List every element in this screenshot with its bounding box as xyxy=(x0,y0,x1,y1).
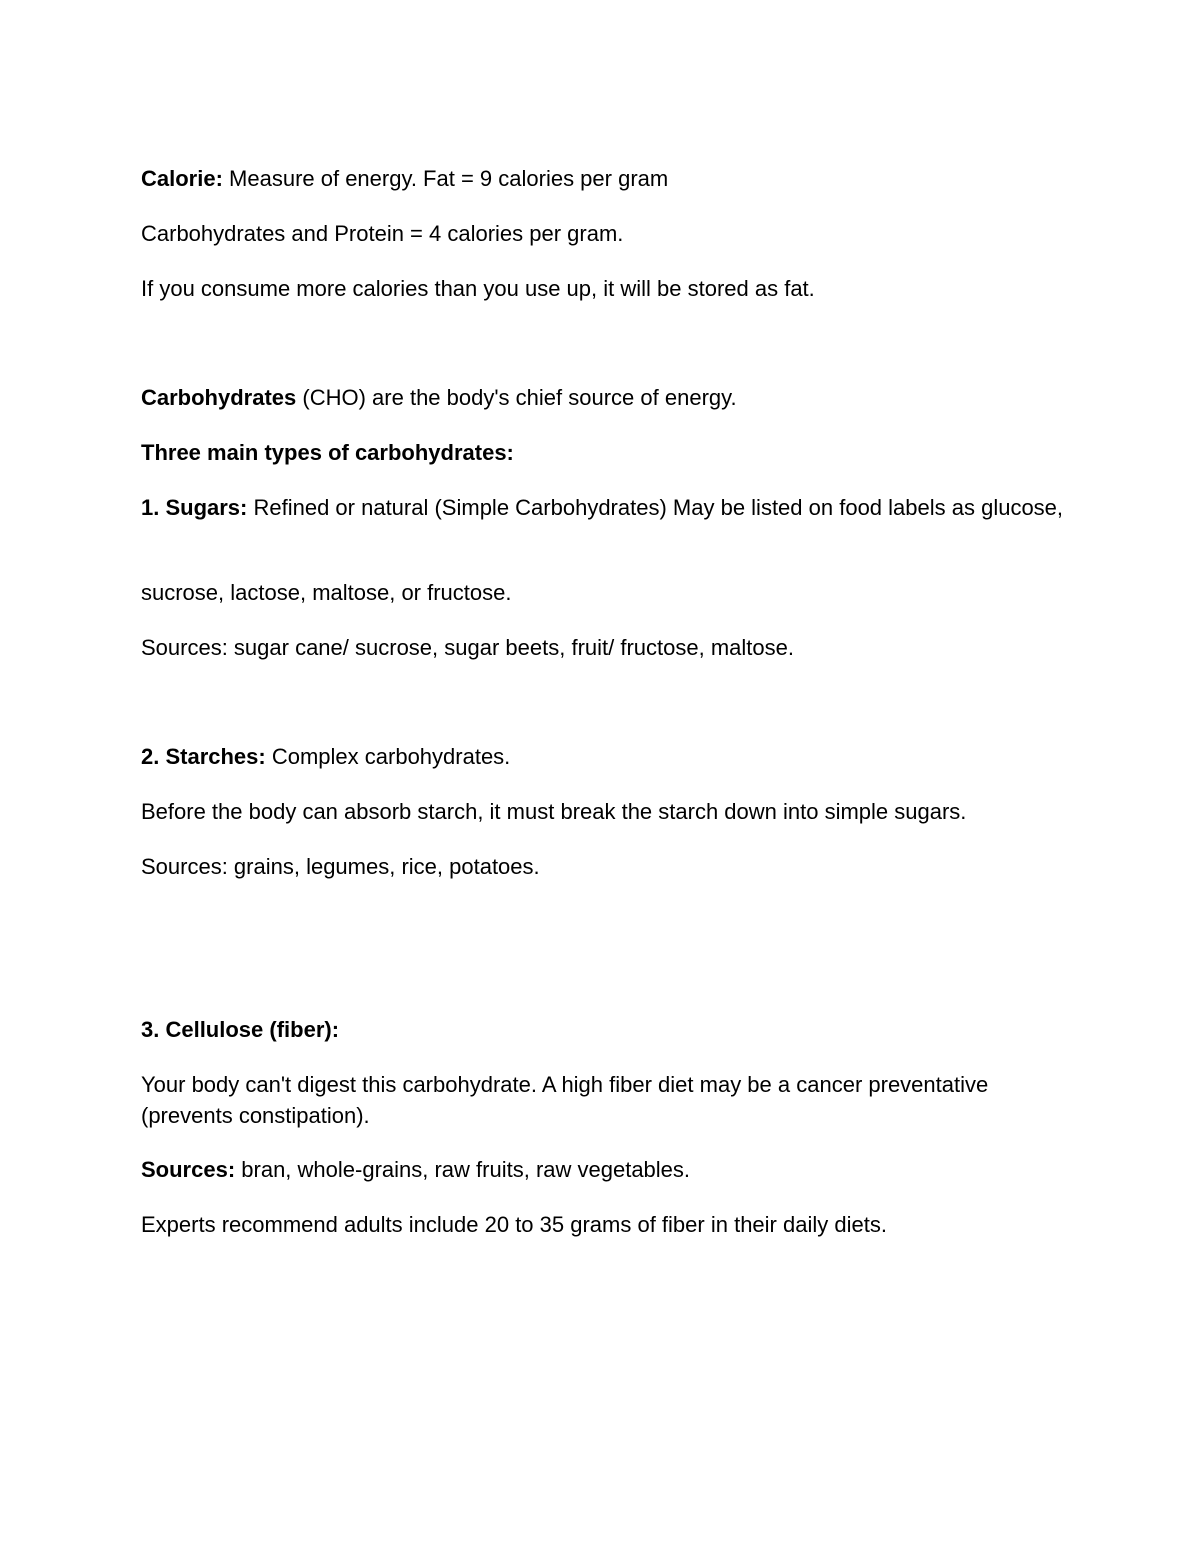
sugars-text: Refined or natural (Simple Carbohydrates) May be listed on food labels as glucose, xyxy=(247,495,1064,520)
starches-sources-paragraph: Sources: grains, legumes, rice, potatoes. xyxy=(141,854,540,879)
carb-protein-paragraph: Carbohydrates and Protein = 4 calories per gram. xyxy=(141,221,624,246)
cellulose-sources-label: Sources: xyxy=(141,1157,236,1182)
fiber-recommendation-paragraph: Experts recommend adults include 20 to 35 grams of fiber in their daily diets. xyxy=(141,1212,887,1237)
starches-label: 2. Starches: xyxy=(141,744,266,769)
cellulose-heading-text: 3. Cellulose (fiber): xyxy=(141,1017,340,1042)
excess-calories-paragraph: If you consume more calories than you use up, it will be stored as fat. xyxy=(141,276,815,301)
sugars-paragraph xyxy=(141,492,1071,523)
calorie-paragraph xyxy=(141,163,1071,194)
carbohydrates-intro-paragraph xyxy=(141,382,1071,413)
carbohydrates-label: Carbohydrates xyxy=(141,385,297,410)
starches-detail-paragraph: Before the body can absorb starch, it must break the starch down into simple sugars. xyxy=(141,799,967,824)
sugars-sources-paragraph: Sources: sugar cane/ sucrose, sugar beets, fruit/ fructose, maltose. xyxy=(141,635,794,660)
types-heading xyxy=(141,437,1071,468)
starches-text: Complex carbohydrates. xyxy=(265,744,511,769)
starches-paragraph xyxy=(141,741,1071,772)
cellulose-sources-text: bran, whole-grains, raw fruits, raw vegetables. xyxy=(235,1157,691,1182)
carbohydrates-intro-text: (CHO) are the body's chief source of energy. xyxy=(296,385,737,410)
cellulose-detail-paragraph: Your body can't digest this carbohydrate. A high fiber diet may be a cancer preventative (prevents constipation). xyxy=(141,1072,989,1128)
calorie-label: Calorie: xyxy=(141,166,223,191)
sugars-continued-paragraph: sucrose, lactose, maltose, or fructose. xyxy=(141,580,512,605)
calorie-text: Measure of energy. Fat = 9 calories per gram xyxy=(222,166,669,191)
cellulose-heading xyxy=(141,1014,1071,1045)
cellulose-sources-paragraph xyxy=(141,1154,1071,1185)
types-heading-text: Three main types of carbohydrates: xyxy=(141,440,514,465)
sugars-label: 1. Sugars: xyxy=(141,495,248,520)
